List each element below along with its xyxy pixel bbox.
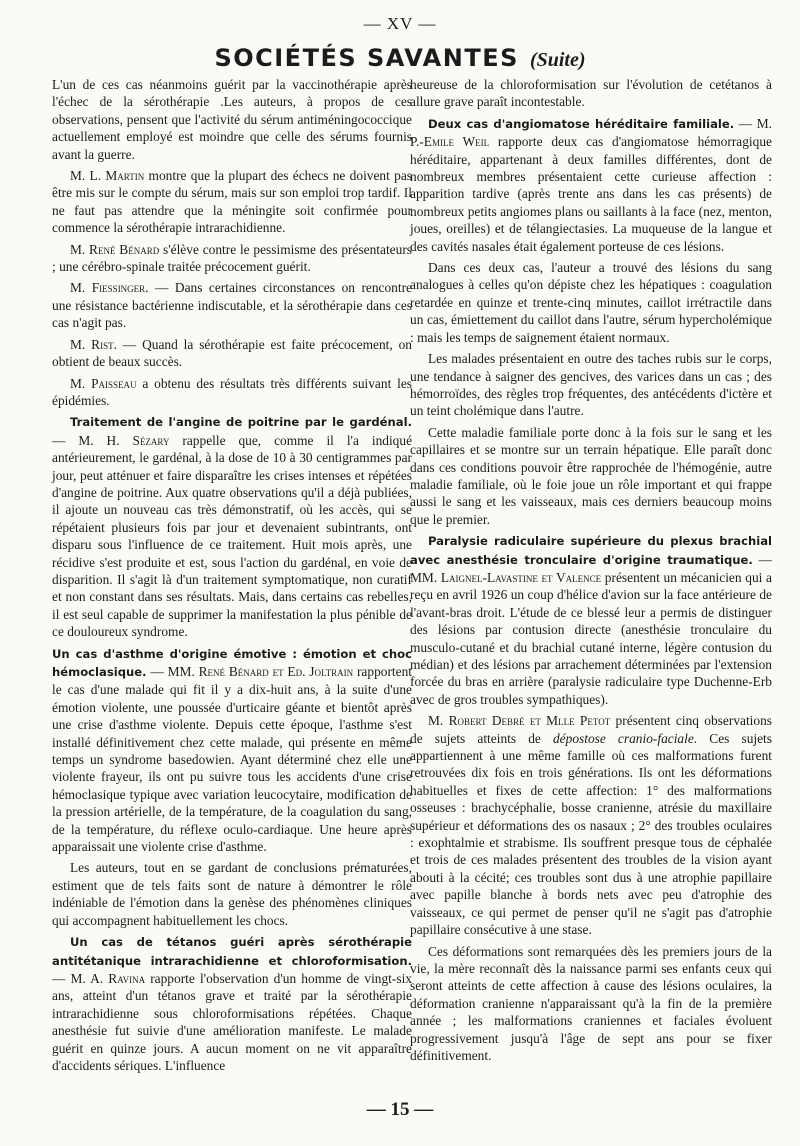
author-name: M. L. Martin [70,168,145,184]
paragraph-text: . Ces sujets appartiennent à une même famille où ces malformations furent retrouvées dix fois en trois générations. Ils ont les déformations habituelles et fixes de cette affection: 1° des malformations osseuses : brachycéphalie, bosse cranienne, atrésie du maxillaire supérieur et déformations des os nasaux ; 2° des troubles oculaires : exophtalmie et strabisme. Ils souffrent presque tous de céphalée et trois de ces malades présentent des troubles de la vision ayant abouti à la cécité; ces troubles sont dus à une atrophie papillaire avec papille blanche à bords nets avec peu d'atrophie des vaisseaux, ce qui permet de penser qu'il ne s'agit pas d'atrophie papillaire consécutive à une stase. [410,730,772,938]
article-heading: Un cas d'asthme d'origine émotive : émotion et choc hémoclasique. [52,646,412,679]
paragraph: Ces déformations sont remarquées dès les premiers jours de la vie, la mère reconnaît dès la naissance parmi ses enfants ceux qui seront atteints de cette affection à cause des lésions oculaires, la déformation cranienne n'apparaissant qu'à la fin de la première année ; les malformations craniennes et faciales évoluent progressivement jusqu'à l'âge de sept ans pour se fixer définitivement. [410,943,772,1063]
paragraph [410,712,772,938]
paragraph [52,279,412,331]
page-number-top: — XV — [363,14,437,33]
article [410,532,772,708]
article [52,933,412,1074]
article-heading: Deux cas d'angiomatose héréditaire familiale. [428,116,735,131]
paragraph [52,241,412,276]
section-title: SOCIÉTÉS SAVANTES [214,44,519,72]
author-name: M. Paisseau [70,375,137,391]
paragraph [52,336,412,371]
paragraph-text: a obtenu des résultats très différents suivant les épidémies. [52,375,412,408]
author-name: M. Robert Debré et Mlle Petot [428,713,611,729]
article-heading: Un cas de tétanos guéri après sérothérapie antitétanique intrarachidienne et chloroformisation. [52,935,412,968]
right-column [410,76,772,1068]
article-text: rappelle que, comme il l'a indiqué antérieurement, le gardénal, à la dose de 10 à 30 centigrammes par jour, peut atténuer et faire disparaître les crises intenses et répétées d'angine de poitrine. Aux quatre observations qu'il a déjà publiées, il ajoute un nouveau cas très démonstratif, où les accès, qui se répétaient plusieurs fois par jour et devenaient subintrants, ont disparu sous l'influence de ce traitement. Huit mois après, une récidive s'est produite et est, sous l'action du gardénal, en voie de disparition. Il s'agit là d'un traitement symptomatique, non curatif et non constant dans ses résultats. Mais, dans certains cas rebelles, il est seul capable de supprimer la manifestation la plus pénible de ce douloureux syndrome. [52,432,413,640]
paragraph: Les auteurs, tout en se gardant de conclusions prématurées, estiment que de tels faits sont de nature à démontrer le rôle indéniable de l'émotion dans la genèse des phénomènes cliniques qui accompagnent habituellement les chocs. [52,860,412,928]
paragraph: Cette maladie familiale porte donc à la fois sur le sang et les capillaires et se montre sur un terrain hépatique. Elle paraît donc dans ces conditions pouvoir être rapprochée de l'hémogénie, autre maladie familiale, où le foie joue un rôle important et qui frappe aussi le sang et les vaisseaux, mais ces derniers beaucoup moins que le premier. [410,424,772,527]
article [52,413,412,640]
article-heading: Traitement de l'angine de poitrine par le gardénal. [70,415,412,430]
paragraph-text: s'élève contre le pessimisme des présentateurs ; une cérébro-spinale traitée précocement guérit. [52,241,412,275]
author-name: — M. H. Sézary [52,432,170,448]
author-name: — MM. René Bénard et Ed. Joltrain [146,664,354,679]
left-column [52,76,412,1078]
article [52,645,412,856]
article-text: rapportent le cas d'une malade qui fit il y a dix-huit ans, à la suite d'une émotion violente, une poussée d'urticaire géante et bientôt après une crise d'asthme violente. Depuis cette époque, l'asthme s'est installé définitivement chez cette malade, qui présente en même temps un syndrome basedowien. Ayant déterminé chez elle une violente frayeur, ils ont pu suivre tous les accidents d'une crise hémoclasique typique avec variation leucocytaire, modification de la pression artérielle, de la température, de la coagulation du sang, de la température, du réflexe oculo-cardiaque. Une heure après apparaissait une violente crise d'asthme. [52,664,412,855]
paragraph-text: — Quand la sérothérapie est faite précocement, on obtient de beaux succès. [52,336,412,370]
paragraph: Dans ces deux cas, l'auteur a trouvé des lésions du sang analogues à celles qu'on dépiste chez les hépatiques : coagulation retardée en quinze et trente-cinq minutes, caillot irrétractile dans un cas, émiettement du caillot dans l'autre, sérum hypercholémique : mais les temps de saignement étaient normaux. [410,260,772,345]
paragraph-text: — Dans certaines circonstances on rencontre une résistance bactérienne indiscutable, et la sérothérapie dans ces cas n'agit pas. [52,280,412,331]
author-name: — MM. Laignel-Lavastine et Valence [410,551,772,585]
author-name: M. Rist. [70,336,117,352]
article [410,115,772,255]
author-name: — M. P.-Emile Weil [410,115,772,150]
article-text: présentent un mécanicien qui a reçu en avril 1926 un coup d'hélice d'avion sur la face antérieure de l'avant-bras droit. L'étude de ce blessé leur a permis de distinguer des lésions par contusion directe (anesthésie tronculaire du musculo-cutané et du brachial cutané interne, légère contusion du médian) et des lésions par arrachement déterminées par l'extension forcée du bras en arrière (paralysie radiculaire type Duchenne-Erb avec de gros troubles sympathiques). [410,569,772,707]
paragraph: L'un de ces cas néanmoins guérit par la vaccinothérapie après l'échec de la sérothérapie .Les auteurs, à propos de ces observations, pensent que l'activité du sérum antiméningococcique actuellement employé est moindre que celle des sérums fournis avant la guerre. [52,77,412,162]
paragraph-text: montre que la plupart des échecs ne doivent pas être mis sur le compte du sérum, mais sur son emploi trop tardif. Il ne faut pas attendre que la méningite soit confirmée pour commence la sérothérapie intrarachidienne. [52,168,412,236]
paragraph: Les malades présentaient en outre des taches rubis sur le corps, une tendance à saigner des gencives, des varices dans un cas ; des hémorroïdes, des règles trop fréquentes, des antécédents d'ictère et un teint cholémique dans l'autre. [410,351,772,419]
page-title [0,44,800,72]
page-number-bottom: — 15 — [366,1099,434,1120]
article-text: rapporte l'observation d'un homme de vingt-six ans, atteint d'un tétanos grave et traité par la sérothérapie intrarachidienne sous chloroformisations répétées. Chaque anesthésie fut suivie d'une amélioration manifeste. Le malade guérit en quinze jours. A aucun moment on ne vit apparaître d'accidents sériques. L'influence [52,970,412,1073]
author-name: — M. A. Ravina [52,970,146,986]
italic-term: dépostose cranio-faciale [552,730,694,746]
paragraph [52,375,412,410]
paragraph [52,167,412,237]
article-heading: Paralysie radiculaire supérieure du plexus brachial avec anesthésie tronculaire d'origine traumatique. [410,534,772,567]
author-name: M. René Bénard [70,241,160,257]
article-text: rapporte deux cas d'angiomatose hémorragique héréditaire, appartenant à deux familles différentes, dont de nombreux membres présentaient cette curieuse affection : apparition tardive (après trente ans dans les cas présents) de nombreux petits angiomes plans ou saillants à la face (nez, menton, joues, oreilles) et de télangiectasies. La muqueuse de la langue et des cavités nasales était également porteuse de ces lésions. [410,134,772,254]
paragraph: heureuse de la chloroformisation sur l'évolution de cetétanos à allure grave paraît incontestable. [410,77,772,110]
section-subtitle: (Suite) [529,49,586,71]
author-name: M. Fiessinger. [70,280,149,296]
paragraph-text: présentent cinq observations de sujets atteints de [410,713,772,746]
